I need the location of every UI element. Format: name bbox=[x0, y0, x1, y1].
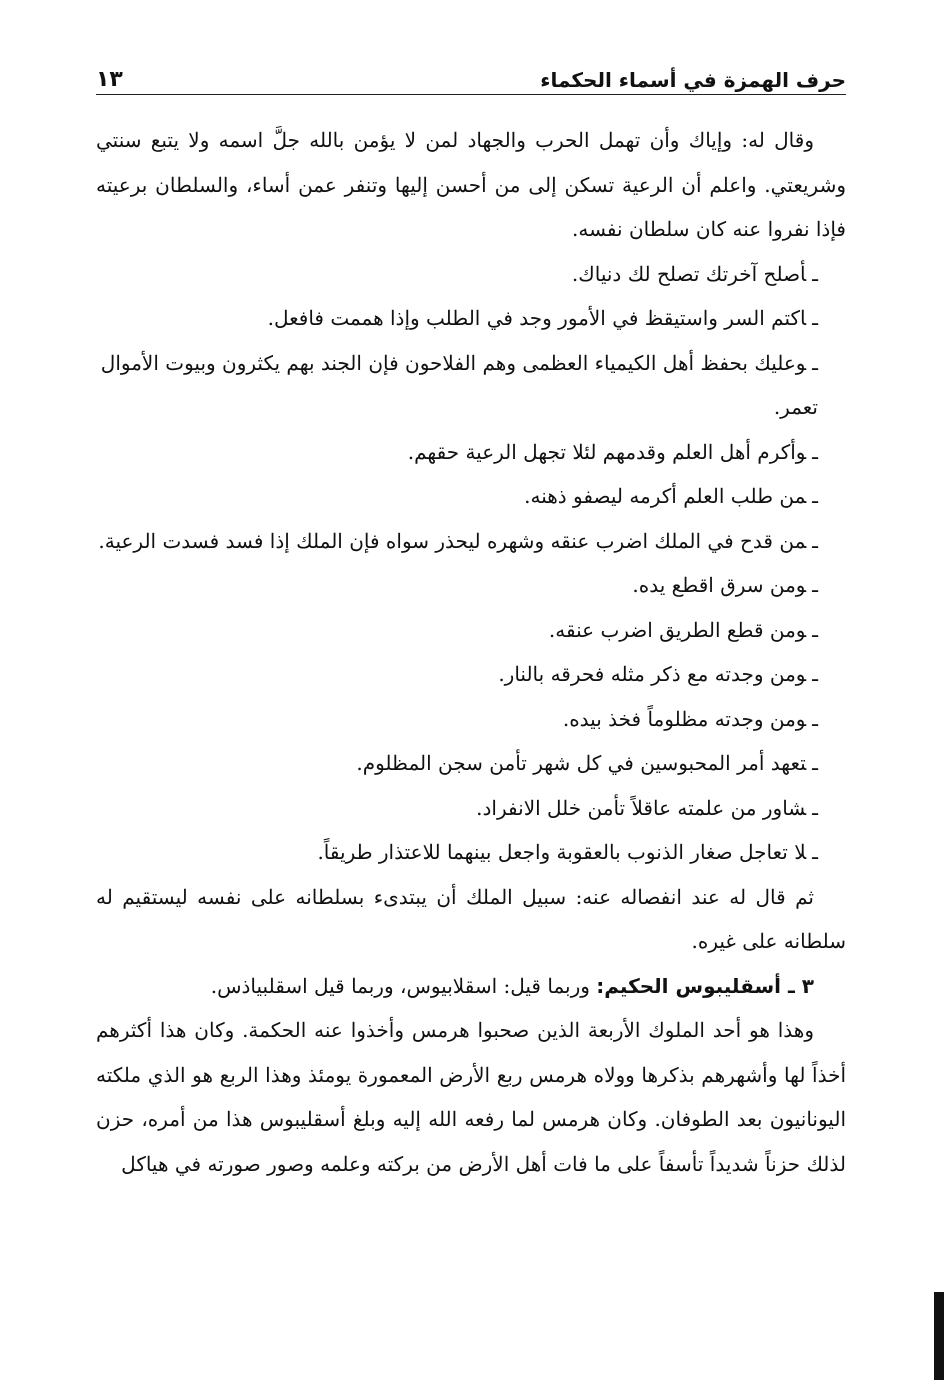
entry-text: وربما قيل: اسقلابيوس، وربما قيل اسقلبياذس. bbox=[210, 973, 590, 998]
item-text: تعهد أمر المحبوسين في كل شهر تأمن سجن المظلوم. bbox=[356, 751, 807, 775]
list-item bbox=[96, 697, 846, 742]
item-text: شاور من علمته عاقلاً تأمن خلل الانفراد. bbox=[476, 795, 807, 820]
list-item bbox=[96, 474, 846, 519]
item-text: أصلح آخرتك تصلح لك دنياك. bbox=[571, 261, 807, 286]
item-text: من طلب العلم أكرمه ليصفو ذهنه. bbox=[524, 484, 807, 508]
entry-heading: ٣ ـ أسقليبوس الحكيم: bbox=[596, 973, 814, 998]
list-item bbox=[96, 830, 846, 875]
list-item bbox=[96, 430, 846, 475]
item-dash: ـ bbox=[812, 261, 818, 286]
list-item bbox=[96, 786, 846, 831]
item-dash: ـ bbox=[812, 706, 818, 731]
list-item bbox=[96, 608, 846, 653]
paragraph: وقال له: وإياك وأن تهمل الحرب والجهاد لمن لا يؤمن بالله جلَّ اسمه ولا يتبع سنتي وشريعتي. واعلم أن الرعية تسكن إلى من أحسن إليها وتنفر عمن أساء، والسلطان برعيته فإذا نفروا عنه كان سلطان نفسه. bbox=[96, 128, 846, 241]
item-dash: ـ bbox=[812, 350, 818, 375]
running-title: حرف الهمزة في أسماء الحكماء bbox=[540, 68, 846, 92]
item-text: ومن سرق اقطع يده. bbox=[632, 573, 807, 597]
item-dash: ـ bbox=[812, 617, 818, 642]
item-dash: ـ bbox=[812, 751, 818, 775]
list-item bbox=[96, 741, 846, 786]
item-dash: ـ bbox=[812, 439, 818, 464]
paragraph: ثم قال له عند انفصاله عنه: سبيل الملك أن يبتدىء بسلطانه على نفسه ليستقيم له سلطانه على غيره. bbox=[96, 884, 846, 953]
list-item bbox=[96, 652, 846, 697]
entry-paragraph bbox=[96, 964, 846, 1009]
item-dash: ـ bbox=[812, 306, 818, 330]
item-dash: ـ bbox=[812, 528, 818, 553]
scan-edge-mark bbox=[934, 1292, 944, 1380]
item-text: ومن وجدته مع ذكر مثله فحرقه بالنار. bbox=[498, 662, 807, 686]
header-rule bbox=[96, 94, 846, 95]
item-dash: ـ bbox=[812, 662, 818, 686]
item-text: ومن قطع الطريق اضرب عنقه. bbox=[548, 617, 807, 642]
item-text: وعليك بحفظ أهل الكيمياء العظمى وهم الفلاحون فإن الجند بهم يكثرون وبيوت الأموال تعمر. bbox=[100, 350, 818, 419]
item-dash: ـ bbox=[812, 573, 818, 597]
item-text: من قدح في الملك اضرب عنقه وشهره ليحذر سواه فإن الملك إذا فسد فسدت الرعية. bbox=[98, 528, 807, 553]
body-text bbox=[96, 118, 846, 1186]
page-number: ١٣ bbox=[96, 67, 123, 92]
item-text: ومن وجدته مظلوماً فخذ بيده. bbox=[562, 706, 807, 731]
list-item bbox=[96, 519, 846, 564]
item-text: لا تعاجل صغار الذنوب بالعقوبة واجعل بينهما للاعتذار طريقاً. bbox=[317, 840, 807, 864]
item-text: اكتم السر واستيقظ في الأمور وجد في الطلب وإذا هممت فافعل. bbox=[267, 306, 807, 330]
paragraph: وهذا هو أحد الملوك الأربعة الذين صحبوا هرمس وأخذوا عنه الحكمة. وكان هذا أكثرهم أخذاً لها وأشهرهم بذكرها وولاه هرمس ربع الأرض المعمورة يومئذ وهذا الربع هو الذي ملكته اليونانيون بعد الطوفان. وكان هرمس لما رفعه الله إليه وبلغ أسقليبوس هذا من أمره، حزن لذلك حزناً شديداً تأسفاً على ما فات أهل الأرض من بركته وعلمه وصور صورته في هياكل bbox=[96, 1018, 846, 1176]
list-item bbox=[96, 563, 846, 608]
page-header bbox=[96, 52, 846, 92]
item-text: وأكرم أهل العلم وقدمهم لئلا تجهل الرعية حقهم. bbox=[407, 439, 807, 464]
item-dash: ـ bbox=[812, 795, 818, 820]
list-item bbox=[96, 296, 846, 341]
item-dash: ـ bbox=[812, 484, 818, 508]
list-item bbox=[96, 341, 846, 430]
list-item bbox=[96, 252, 846, 297]
item-dash: ـ bbox=[812, 840, 818, 864]
